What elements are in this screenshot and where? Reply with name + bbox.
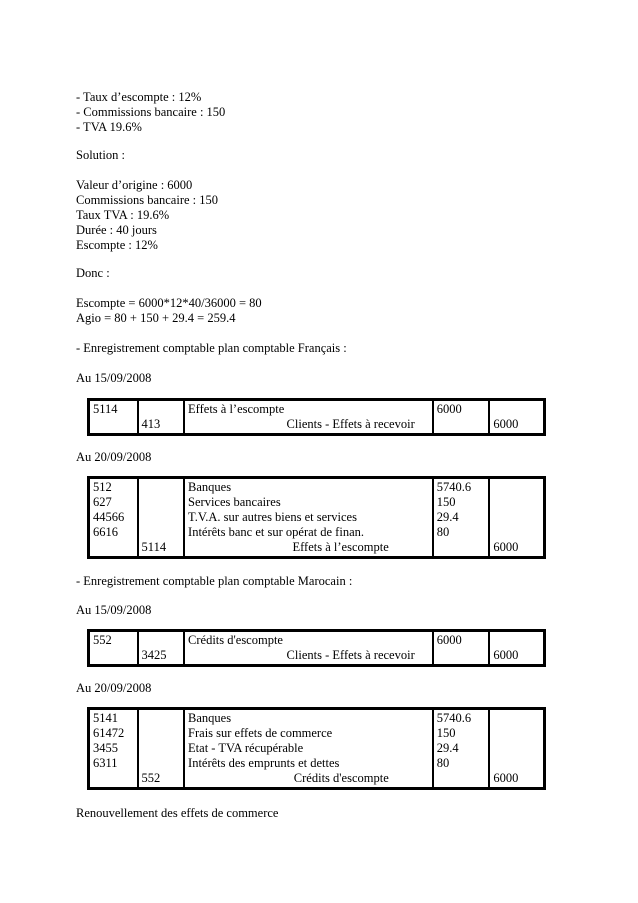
debit-label: T.V.A. sur autres biens et services (188, 510, 357, 524)
credit-amount: 6000 (493, 771, 519, 785)
footer-line: Renouvellement des effets de commerce (76, 806, 279, 820)
debit-amount: 6000 (436, 633, 462, 647)
debit-account: 44566 (93, 510, 125, 524)
solution-title: Solution : (76, 148, 125, 162)
credit-account-cell (138, 478, 185, 557)
given-line: Escompte : 12% (76, 238, 158, 252)
credit-amount: 6000 (493, 648, 519, 662)
debit-account: 6616 (93, 525, 118, 539)
section-heading-french: - Enregistrement comptable plan comptable Français : (76, 341, 347, 355)
journal-entry-moroccan-2 (87, 707, 546, 790)
debit-label: Banques (188, 711, 232, 725)
given-line: Commissions bancaire : 150 (76, 193, 218, 207)
debit-amount: 29.4 (436, 741, 459, 755)
debit-amount-cell (433, 400, 490, 434)
debit-amount: 29.4 (436, 510, 459, 524)
debit-amount-cell (433, 478, 490, 557)
debit-account: 627 (93, 495, 112, 509)
credit-amount-cell (489, 709, 544, 788)
debit-amount: 6000 (436, 402, 462, 416)
donc-label: Donc : (76, 266, 110, 280)
credit-amount-cell (489, 478, 544, 557)
journal-entry-french-1 (87, 398, 546, 436)
credit-account: 413 (141, 417, 161, 431)
intro-line: - TVA 19.6% (76, 120, 142, 134)
credit-account: 5114 (141, 540, 167, 554)
debit-label: Intérêts des emprunts et dettes (188, 756, 340, 770)
credit-amount: 6000 (493, 540, 519, 554)
debit-label: Intérêts banc et sur opérat de finan. (188, 525, 364, 539)
entry-date: Au 15/09/2008 (76, 603, 152, 617)
intro-line: - Commissions bancaire : 150 (76, 105, 226, 119)
debit-amount: 5740.6 (436, 711, 472, 725)
credit-account-cell (138, 709, 185, 788)
credit-label: Clients - Effets à recevoir (286, 417, 415, 431)
debit-amount: 150 (436, 495, 456, 509)
entry-date: Au 20/09/2008 (76, 450, 152, 464)
debit-label: Effets à l’escompte (188, 402, 285, 416)
given-line: Durée : 40 jours (76, 223, 157, 237)
debit-account: 3455 (93, 741, 118, 755)
debit-label: Frais sur effets de commerce (188, 726, 333, 740)
section-heading-moroccan: - Enregistrement comptable plan comptable Marocain : (76, 574, 353, 588)
debit-label: Banques (188, 480, 232, 494)
credit-amount: 6000 (493, 417, 519, 431)
credit-amount-cell (489, 631, 544, 665)
calc-line: Agio = 80 + 150 + 29.4 = 259.4 (76, 311, 236, 325)
journal-entry-moroccan-1 (87, 629, 546, 667)
debit-account: 552 (93, 633, 112, 647)
intro-line: - Taux d’escompte : 12% (76, 90, 202, 104)
debit-label: Crédits d'escompte (188, 633, 283, 647)
debit-amount: 80 (436, 756, 450, 770)
credit-amount-cell (489, 400, 544, 434)
debit-account-cell (89, 400, 138, 434)
debit-amount-cell (433, 709, 490, 788)
debit-account: 512 (93, 480, 112, 494)
label-cell (184, 400, 433, 434)
credit-account: 552 (141, 771, 161, 785)
credit-label: Clients - Effets à recevoir (286, 648, 415, 662)
journal-entry-french-2 (87, 476, 546, 559)
calc-line: Escompte = 6000*12*40/36000 = 80 (76, 296, 262, 310)
debit-amount-cell (433, 631, 490, 665)
debit-amount: 80 (436, 525, 450, 539)
debit-amount: 150 (436, 726, 456, 740)
credit-label: Crédits d'escompte (293, 771, 389, 785)
label-cell (184, 631, 433, 665)
credit-account-cell (138, 631, 185, 665)
debit-label: Services bancaires (188, 495, 281, 509)
debit-account: 61472 (93, 726, 125, 740)
entry-date: Au 20/09/2008 (76, 681, 152, 695)
label-cell (184, 709, 433, 788)
debit-account-cell (89, 478, 138, 557)
debit-label: Etat - TVA récupérable (188, 741, 304, 755)
debit-account: 5141 (93, 711, 118, 725)
debit-account: 6311 (93, 756, 118, 770)
label-cell (184, 478, 433, 557)
debit-account: 5114 (93, 402, 118, 416)
given-line: Taux TVA : 19.6% (76, 208, 170, 222)
debit-amount: 5740.6 (436, 480, 472, 494)
debit-account-cell (89, 709, 138, 788)
credit-account: 3425 (141, 648, 167, 662)
entry-date: Au 15/09/2008 (76, 371, 152, 385)
debit-account-cell (89, 631, 138, 665)
credit-label: Effets à l’escompte (292, 540, 389, 554)
credit-account-cell (138, 400, 185, 434)
given-line: Valeur d’origine : 6000 (76, 178, 193, 192)
